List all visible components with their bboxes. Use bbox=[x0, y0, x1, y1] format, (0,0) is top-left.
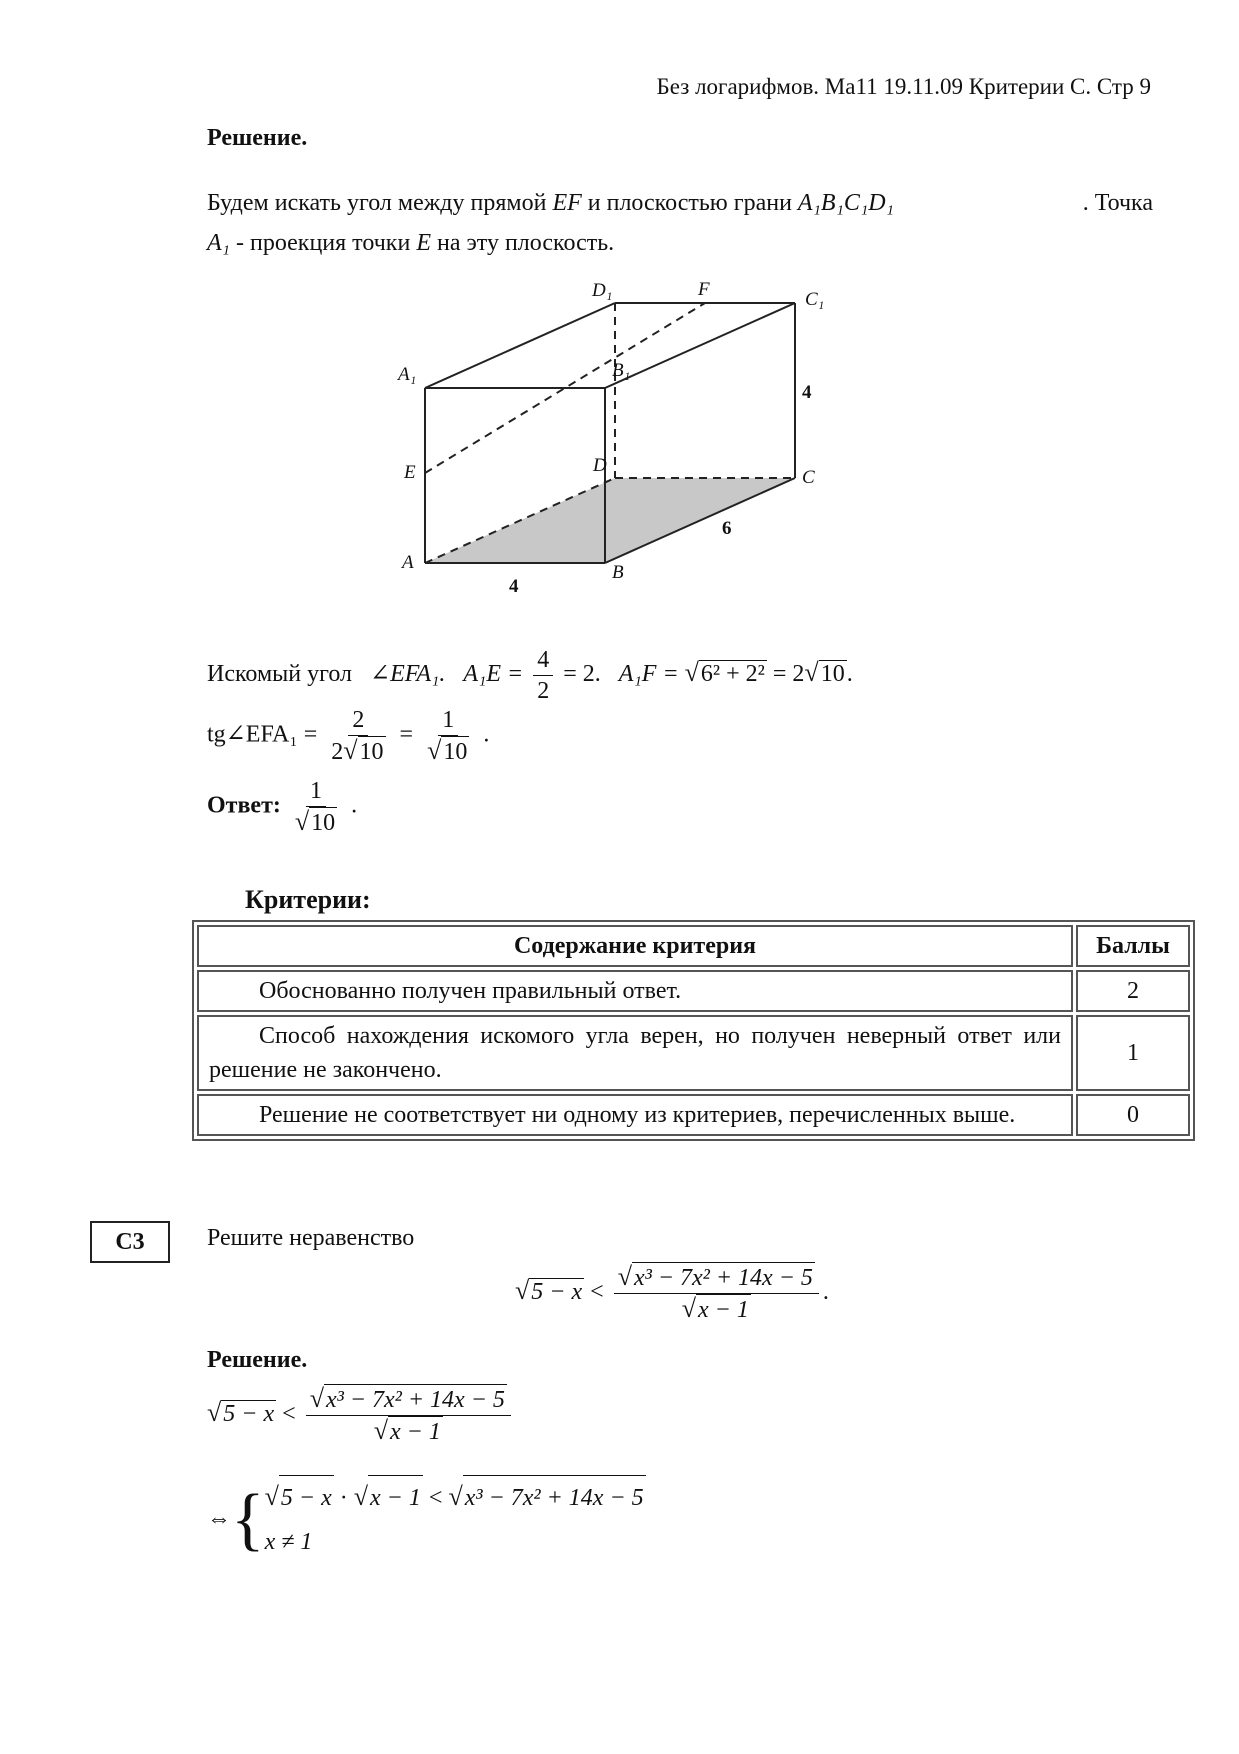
criterion-text: Обоснованно получен правильный ответ. bbox=[197, 970, 1073, 1012]
a1e-rhs: = 2. bbox=[563, 661, 601, 688]
label-c1: C₁ bbox=[805, 289, 825, 310]
numerator: 2 bbox=[348, 705, 368, 736]
box-figure bbox=[398, 268, 860, 597]
dot: · bbox=[339, 1485, 348, 1511]
less-than: < bbox=[428, 1485, 443, 1511]
radicand: 10 bbox=[441, 736, 469, 767]
point-a1: A₁ bbox=[207, 230, 231, 256]
label-c: C bbox=[802, 467, 815, 488]
label-length-4-bottom: 4 bbox=[509, 576, 519, 597]
numerator bbox=[306, 1384, 511, 1416]
table-row bbox=[197, 970, 1190, 1012]
sqrt-icon: √ bbox=[427, 736, 442, 765]
criteria-title: Критерии: bbox=[245, 885, 371, 914]
table-row bbox=[197, 1015, 1190, 1091]
criterion-points: 1 bbox=[1076, 1015, 1190, 1091]
c3-solution-line-1 bbox=[207, 1384, 515, 1447]
text-run: Будем искать угол между прямой bbox=[207, 190, 553, 216]
answer-line bbox=[207, 776, 357, 838]
label-length-4-right: 4 bbox=[802, 382, 812, 403]
solution-paragraph bbox=[207, 183, 1153, 263]
text-run: . Точка bbox=[1082, 190, 1153, 216]
label-d1: D₁ bbox=[592, 280, 613, 301]
problem-label-c3: С3 bbox=[90, 1221, 170, 1263]
text-run: . bbox=[822, 1279, 829, 1306]
a1e-lhs: A₁E = bbox=[463, 661, 524, 688]
less-than: < bbox=[282, 1401, 296, 1428]
label-e: E bbox=[404, 462, 416, 483]
text-run: . bbox=[846, 661, 853, 688]
table-header-row bbox=[197, 925, 1190, 967]
c3-solution-heading: Решение. bbox=[207, 1347, 308, 1373]
c3-solution-fraction bbox=[306, 1384, 511, 1447]
radicand: x − 1 bbox=[368, 1475, 423, 1520]
label-b1: B₁ bbox=[612, 360, 631, 381]
table-row bbox=[197, 1094, 1190, 1136]
denominator bbox=[291, 807, 341, 838]
a1f-rhs: = 2 bbox=[772, 661, 805, 688]
denominator bbox=[327, 736, 389, 767]
system-line-2: x ≠ 1 bbox=[264, 1529, 313, 1555]
numerator: 1 bbox=[438, 705, 458, 736]
c3-inequality bbox=[515, 1262, 829, 1325]
text-run: и плоскостью грани bbox=[581, 190, 798, 216]
criterion-text: Способ нахождения искомого угла верен, но получен неверный ответ или решение не закончено. bbox=[197, 1015, 1073, 1091]
label-a1: A₁ bbox=[398, 364, 417, 385]
text-run: . bbox=[351, 792, 358, 819]
label-f: F bbox=[698, 279, 710, 300]
sqrt-icon: √ bbox=[353, 1482, 369, 1511]
fraction-4-2 bbox=[533, 645, 553, 706]
sqrt-icon: √ bbox=[207, 1398, 222, 1428]
text-run: . bbox=[483, 721, 490, 748]
criteria-table bbox=[192, 920, 1195, 1141]
radicand: 6² + 2² bbox=[700, 661, 765, 688]
criterion-points: 2 bbox=[1076, 970, 1190, 1012]
c3-fraction bbox=[614, 1262, 819, 1325]
calc-line-1 bbox=[207, 645, 853, 706]
answer-label: Ответ: bbox=[207, 792, 281, 819]
text-run: Искомый угол bbox=[207, 661, 353, 688]
page-header: Без логарифмов. Ма11 19.11.09 Критерии С. Стр 9 bbox=[656, 74, 1151, 99]
criterion-text: Решение не соответствует ни одному из критериев, перечисленных выше. bbox=[197, 1094, 1073, 1136]
equals: = bbox=[399, 721, 414, 748]
text-run: - проекция точки bbox=[230, 230, 417, 256]
radicand: 5 − x bbox=[279, 1475, 334, 1520]
radicand: x³ − 7x² + 14x − 5 bbox=[632, 1262, 815, 1293]
less-than: < bbox=[590, 1279, 604, 1306]
equivalence-icon: ⇔ bbox=[207, 1506, 231, 1532]
radicand: 10 bbox=[820, 661, 845, 688]
radicand: x³ − 7x² + 14x − 5 bbox=[324, 1384, 507, 1415]
criterion-points: 0 bbox=[1076, 1094, 1190, 1136]
shaded-base bbox=[425, 478, 795, 563]
angle-efa1: ∠EFA₁. bbox=[370, 661, 446, 688]
sqrt-icon: √ bbox=[373, 1416, 388, 1445]
face-name: A₁B₁C₁D₁ bbox=[797, 190, 894, 216]
sqrt-icon: √ bbox=[448, 1482, 463, 1511]
sqrt-icon: √ bbox=[804, 658, 819, 688]
denominator: 2 bbox=[537, 678, 550, 704]
sqrt-icon: √ bbox=[617, 1262, 632, 1291]
answer-fraction bbox=[291, 776, 341, 838]
sqrt-icon: √ bbox=[684, 658, 699, 688]
text-run: 2 bbox=[331, 739, 344, 765]
calc-line-tg bbox=[207, 705, 489, 767]
sqrt-icon: √ bbox=[681, 1294, 696, 1323]
denominator bbox=[678, 1294, 755, 1325]
col-content-header: Содержание критерия bbox=[197, 925, 1073, 967]
tg-lhs: tg∠EFA₁ = bbox=[207, 721, 318, 748]
numerator: 4 bbox=[533, 645, 553, 676]
radicand: x³ − 7x² + 14x − 5 bbox=[463, 1475, 646, 1520]
label-d: D bbox=[593, 455, 607, 476]
radicand: 5 − x bbox=[223, 1401, 275, 1428]
text-run: на эту плоскость. bbox=[430, 230, 615, 256]
point-e: E bbox=[416, 230, 431, 256]
radicand: 10 bbox=[309, 807, 337, 838]
sqrt-icon: √ bbox=[515, 1276, 530, 1306]
a1f-lhs: A₁F = bbox=[618, 661, 679, 688]
label-b: B bbox=[612, 562, 624, 583]
label-length-6: 6 bbox=[722, 518, 732, 539]
sqrt-icon: √ bbox=[294, 807, 310, 836]
denominator bbox=[423, 736, 473, 767]
system-lines bbox=[265, 1475, 646, 1564]
fraction-tg-2 bbox=[423, 705, 473, 767]
numerator bbox=[614, 1262, 819, 1294]
fraction-tg-1 bbox=[327, 705, 389, 767]
col-points-header: Баллы bbox=[1076, 925, 1190, 967]
radicand: x − 1 bbox=[388, 1416, 443, 1447]
sqrt-icon: √ bbox=[343, 736, 358, 765]
label-a: A bbox=[402, 552, 414, 573]
solution-heading: Решение. bbox=[207, 125, 308, 151]
numerator: 1 bbox=[306, 776, 326, 807]
radicand: 5 − x bbox=[531, 1279, 583, 1306]
radicand: 10 bbox=[358, 736, 386, 767]
sqrt-icon: √ bbox=[309, 1384, 324, 1413]
c3-task: Решите неравенство bbox=[207, 1225, 415, 1251]
brace-icon: { bbox=[231, 1480, 265, 1558]
c3-system bbox=[207, 1475, 646, 1564]
denominator bbox=[370, 1416, 447, 1447]
sqrt-icon: √ bbox=[264, 1482, 279, 1511]
system-line-1 bbox=[265, 1475, 646, 1520]
radicand: x − 1 bbox=[696, 1294, 751, 1325]
line-ef: EF bbox=[552, 190, 582, 216]
